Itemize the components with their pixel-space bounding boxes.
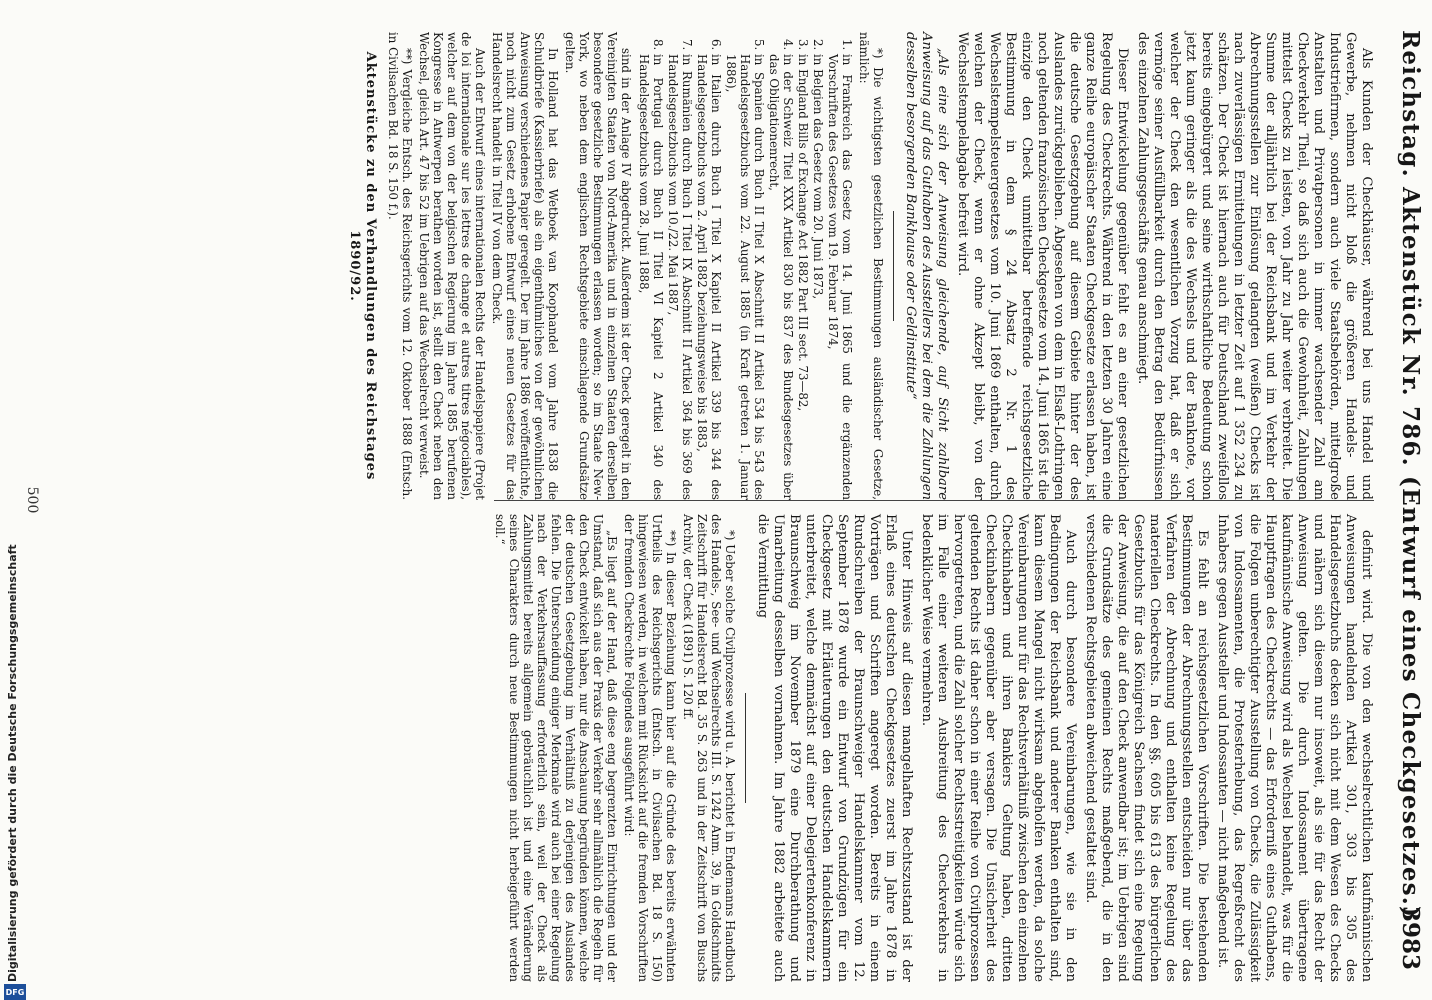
list-item: 4. in der Schweiz Titel XXX Artikel 830 bis 837 des Bundesgesetzes über das Obligationenrecht, [767, 54, 795, 500]
digitization-credit-text: Digitalisierung gefördert durch die Deutsche Forschungsgemeinschaft [6, 544, 19, 982]
right-column [490, 514, 1374, 982]
right-paragraphs [754, 514, 1374, 982]
body-paragraph: Als Kunden der Checkhäuser, während bei uns Handel und Gewerbe, nehmen nicht bloß die größeren Handels- und Industriefirmen, sondern auch viele Staatsbehörden, mittelgroße Anstalten und Privatpersonen in immer wachsender Zahl am Checkverkehr Theil, so daß sich auch die Gewohnheit, Zahlungen mittelst Checks zu leisten, von Jahr zu Jahr weiter verbreitet. Die Summe der alljährlich bei der Reichsbank und im Verkehr der Abrechnungsstellen zur Einlösung gelangten (weißen) Checks ist nach zuverlässigen Ermittelungen in letzter Zeit auf 1 352 234 zu schätzen. Der Check ist hiernach auch für Deutschland zweifellos bereits eingebürgert und seine wirthschaftliche Bedeutung schon jetzt kaum geringer als die des Wechsels und der Banknote, vor welcher der Check den wesentlichen Vorzug hat, daß er sich vermöge seiner Ausfüllbarkeit durch den Betrag den Bedürfnissen des einzelnen Zahlungsgeschäfts genau anschmiegt. [1135, 32, 1374, 500]
footnote-paragraph: *) Ueber solche Civilprozesse wird u. A. berichtet in Endemanns Handbuch des Handels-, See- und Wechselrechts III. S. 1242 Anm. 39, in Goldschmidts Zeitschrift für Handelsrecht Bd. 35 S. 263 und in der Zeitschrift von Buschs Archiv, der Check (1891) S. 120 ff. [681, 514, 737, 982]
list-item: 6. in Italien durch Buch I Titel X Kapitel II Artikel 339 bis 344 des Handelsgesetzbuchs vom 2. April 1882 beziehungsweise bis 1883, [695, 54, 723, 500]
list-item: 7. in Rumänien durch Buch I Titel IX Abschnitt II Artikel 364 bis 369 des Handelsgesetzbuchs vom 10./22. Mai 1887, [666, 54, 694, 500]
body-paragraph: Unter Hinweis auf diesen mangelhaften Rechtszustand ist der Erlaß eines deutschen Checkgesetzes zuerst im Jahre 1878 in Vorträgen und Schriften angeregt worden. Bereits in einem Rundschreiben der Braunschweiger Handelskammer vom 12. September 1878 wurde ein Entwurf von Grundzügen für ein Checkgesetz mit Erläuterungen den deutschen Handelskammern unterbreitet, welche demnächst auf einer Delegiertenkonferenz in Braunschweig im November 1879 eine Durchberathung und Umarbeitung desselben vornahmen. Im Jahre 1882 arbeitete auch die Vermittlung [755, 514, 914, 982]
footnote-intro: *) Die wichtigsten gesetzlichen Bestimmungen ausländischer Gesetze, nämlich: [857, 32, 885, 500]
body-paragraph: definirt wird. Die von den wechselrechtlichen kaufmännischen Anweisungen handelnden Artikel 301, 303 bis 305 des Handelsgesetzbuchs decken sich nicht mit dem Wesen des Checks und nähern sich diesem nur insoweit, als sie für das Recht der Anweisung gelten. Die durch Indossament übertragene kaufmännische Anweisung wird als Wechsel behandelt, was für die Hauptfragen des Checkrechts — das Erforderniß eines Guthabens, die Folgen unberechtigter Ausstellung von Checks, die Zulässigkeit von Indossamenten, die Protesterhebung, das Regreßrecht des Inhabers gegen Aussteller und Indossanten — nicht maßgebend ist. [1215, 514, 1374, 982]
list-item: 2. in Belgien das Gesetz vom 20. Juni 1873, [811, 54, 825, 500]
footnote-continuation [386, 32, 633, 500]
left-footnotes [386, 32, 885, 500]
footnote-paragraph: Auch der Entwurf eines internationalen Rechts der Handelspapiere (Projet de loi internationale sur les lettres de change et autres titres négociables), welcher auf dem von der belgischen Regierung im Jahre 1885 berufenen Kongresse in Antwerpen berathen worden ist, stellt den Check neben den Wechsel, gleich Art. 47 bis 52 im Uebrigen auf das Wechselrecht verweist. [417, 32, 487, 500]
footnote-paragraph: **) In dieser Beziehung kann hier auf die Gründe des bereits erwähnten Urtheils des Reichsgerichts (Entsch. in Civilsachen Bd. 18 S. 150) hingewiesen werden, in welchem mit Rücksicht auf die fremden Vorschriften der fremden Checkrechte Folgendes ausgeführt wird: [622, 514, 678, 982]
list-item: 3. in England Bills of Exchange Act 1882 Part III sect. 73—82, [796, 54, 810, 500]
body-paragraph: Auch durch besondere Vereinbarungen, wie sie in den Bedingungen der Reichsbank und anderer Banken enthalten sind, kann diesem Mangel nicht wirksam abgeholfen werden, da solche Vereinbarungen nur für das Rechtsverhältniß zwischen den einzelnen Checkinhabern und ihren Bankiers Geltung haben, dritten Checkinhabern gegenüber aber versagen. Die Unsicherheit des geltenden Rechts ist daher schon in einer Reihe von Civilprozessen hervorgetreten, und die Zahl solcher Rechtsstreitigkeiten würde sich im Falle einer weiteren Ausbreitung des Checkverkehrs in bedenklicher Weise vermehren. [919, 514, 1078, 982]
footnote-paragraph: In Holland hat das Wetboek van Koophandel vom Jahre 1838 die Schuldbriefe (Kassierbriefe) als ein eigenthümliches von der gewöhnlichen Anweisung verschiedenes Papier geregelt. Der im Jahre 1886 veröffentlichte, noch nicht zum Gesetz erhobene Entwurf eines neuen Gesetzes für das Handelsrecht handelt in Titel IV von dem Check. [490, 32, 560, 500]
column-divider [494, 500, 1374, 501]
footnote-rule-right [745, 693, 746, 803]
anlage-line: Aktenstücke zu den Verhandlungen des Reichstages 1890/92. [347, 51, 378, 481]
body-paragraph: Es fehlt an reichsgesetzlichen Vorschriften. Die bestehenden Bestimmungen der Abrechnungsstellen entscheiden nur über das Verfahren der Abrechnung und enthalten keine Regelung des materiellen Checkrechts. In den §§. 605 bis 613 des bürgerlichen Gesetzbuchs für das Königreich Sachsen findet sich eine Regelung der Anweisung, die auf den Check anwendbar ist; im Uebrigen sind die Grundsätze des gemeinen Rechts maßgebend, die in den verschiedenen Rechtsgebieten abweichend gestaltet sind. [1083, 514, 1210, 982]
folio-number: 500 [24, 486, 40, 514]
footnote-paragraph: „Es liegt auf der Hand, daß diese eng begrenzten Einrichtungen und der Umstand, daß sich aus der Praxis der Verkehr sehr allmählich die Regeln für den Check entwickelt haben, nur die Anschauung begründen können, welche der deutschen Gesetzgebung im Verhältniß zu derjenigen des Auslandes fehlen. Die Unterscheidung einiger Merkmale wird auch bei einer Regelung nach der Verkehrsauffassung erforderlich sein, weil der Check als Zahlungsmittel bereits allgemein gebräuchlich ist und eine Veränderung seines Charakters durch neue Bestimmungen nicht herbeigeführt werden soll.“ [493, 514, 619, 982]
page-header [1384, 30, 1424, 970]
left-paragraphs [954, 32, 1374, 500]
dfg-logo: DFG [4, 984, 26, 1000]
footnote-paragraph: sind in der Anlage IV abgedruckt. Außerdem ist der Check geregelt in den Vereinigten Staaten von Nord-Amerika und in einzelnen Staaten derselben besondere gesetzliche Bestimmungen erlassen worden; so im Staate New-York, wo neben dem englischen Rechtsgebiete einschlagende Grundsätze gelten. [563, 32, 633, 500]
body-paragraph: Dieser Entwickelung gegenüber fehlt es an einer gesetzlichen Regelung des Checkrechts. Während in den letzten 30 Jahren eine ganze Reihe europäischer Staaten Checkgesetze erlassen haben, ist die deutsche Gesetzgebung auf diesem Gebiete hinter der des Auslandes zurückgeblieben. Abgesehen von dem in Elsaß-Lothringen noch geltenden französischen Checkgesetze vom 14. Juni 1865 ist die einzige den Check unmittelbar betreffende reichsgesetzliche Bestimmung in dem § 24 Absatz 2 Nr. 1 des Wechselstempelsteuergesetzes vom 10. Juni 1869 enthalten, durch welchen der Check, wenn er ohne Akzept bleibt, von der Wechselstempelabgabe befreit wird. [955, 32, 1130, 500]
foreign-laws-list [637, 32, 854, 500]
list-item: 5. in Spanien durch Buch II Titel X Abschnitt II Artikel 534 bis 543 des Handelsgesetzbuchs vom 22. August 1885 (in Kraft getreten 1. Januar 1886), [724, 54, 766, 500]
page-number: 3983 [1397, 905, 1424, 970]
footnote-paragraph: **) Vergleiche Entsch. des Reichsgerichts vom 12. Oktober 1888 (Entsch. in Civilsachen Bd. 18 S. 150 f.). [386, 32, 414, 500]
list-item: 8. in Portugal durch Buch II Titel VI Kapitel 2 Artikel 340 des Handelsgesetzbuchs vom 28. Juni 1888, [637, 54, 665, 500]
definition-quote: „Als eine sich der Anweisung gleichende, auf Sicht zahlbare Anweisung auf das Guthaben des Ausstellers bei dem die Zahlungen desselben besorgenden Bankhause oder Geldinstitute“ [903, 32, 950, 500]
list-item: 1. in Frankreich das Gesetz vom 14. Juni 1865 und die ergänzenden Vorschriften des Gesetzes vom 19. Februar 1874, [826, 54, 854, 500]
right-footnotes [493, 514, 737, 982]
running-title: Reichstag. Aktenstück Nr. 786. (Entwurf eines Checkgesetzes.) [1397, 30, 1424, 919]
left-column [346, 32, 1374, 500]
footnote-rule [893, 211, 894, 321]
